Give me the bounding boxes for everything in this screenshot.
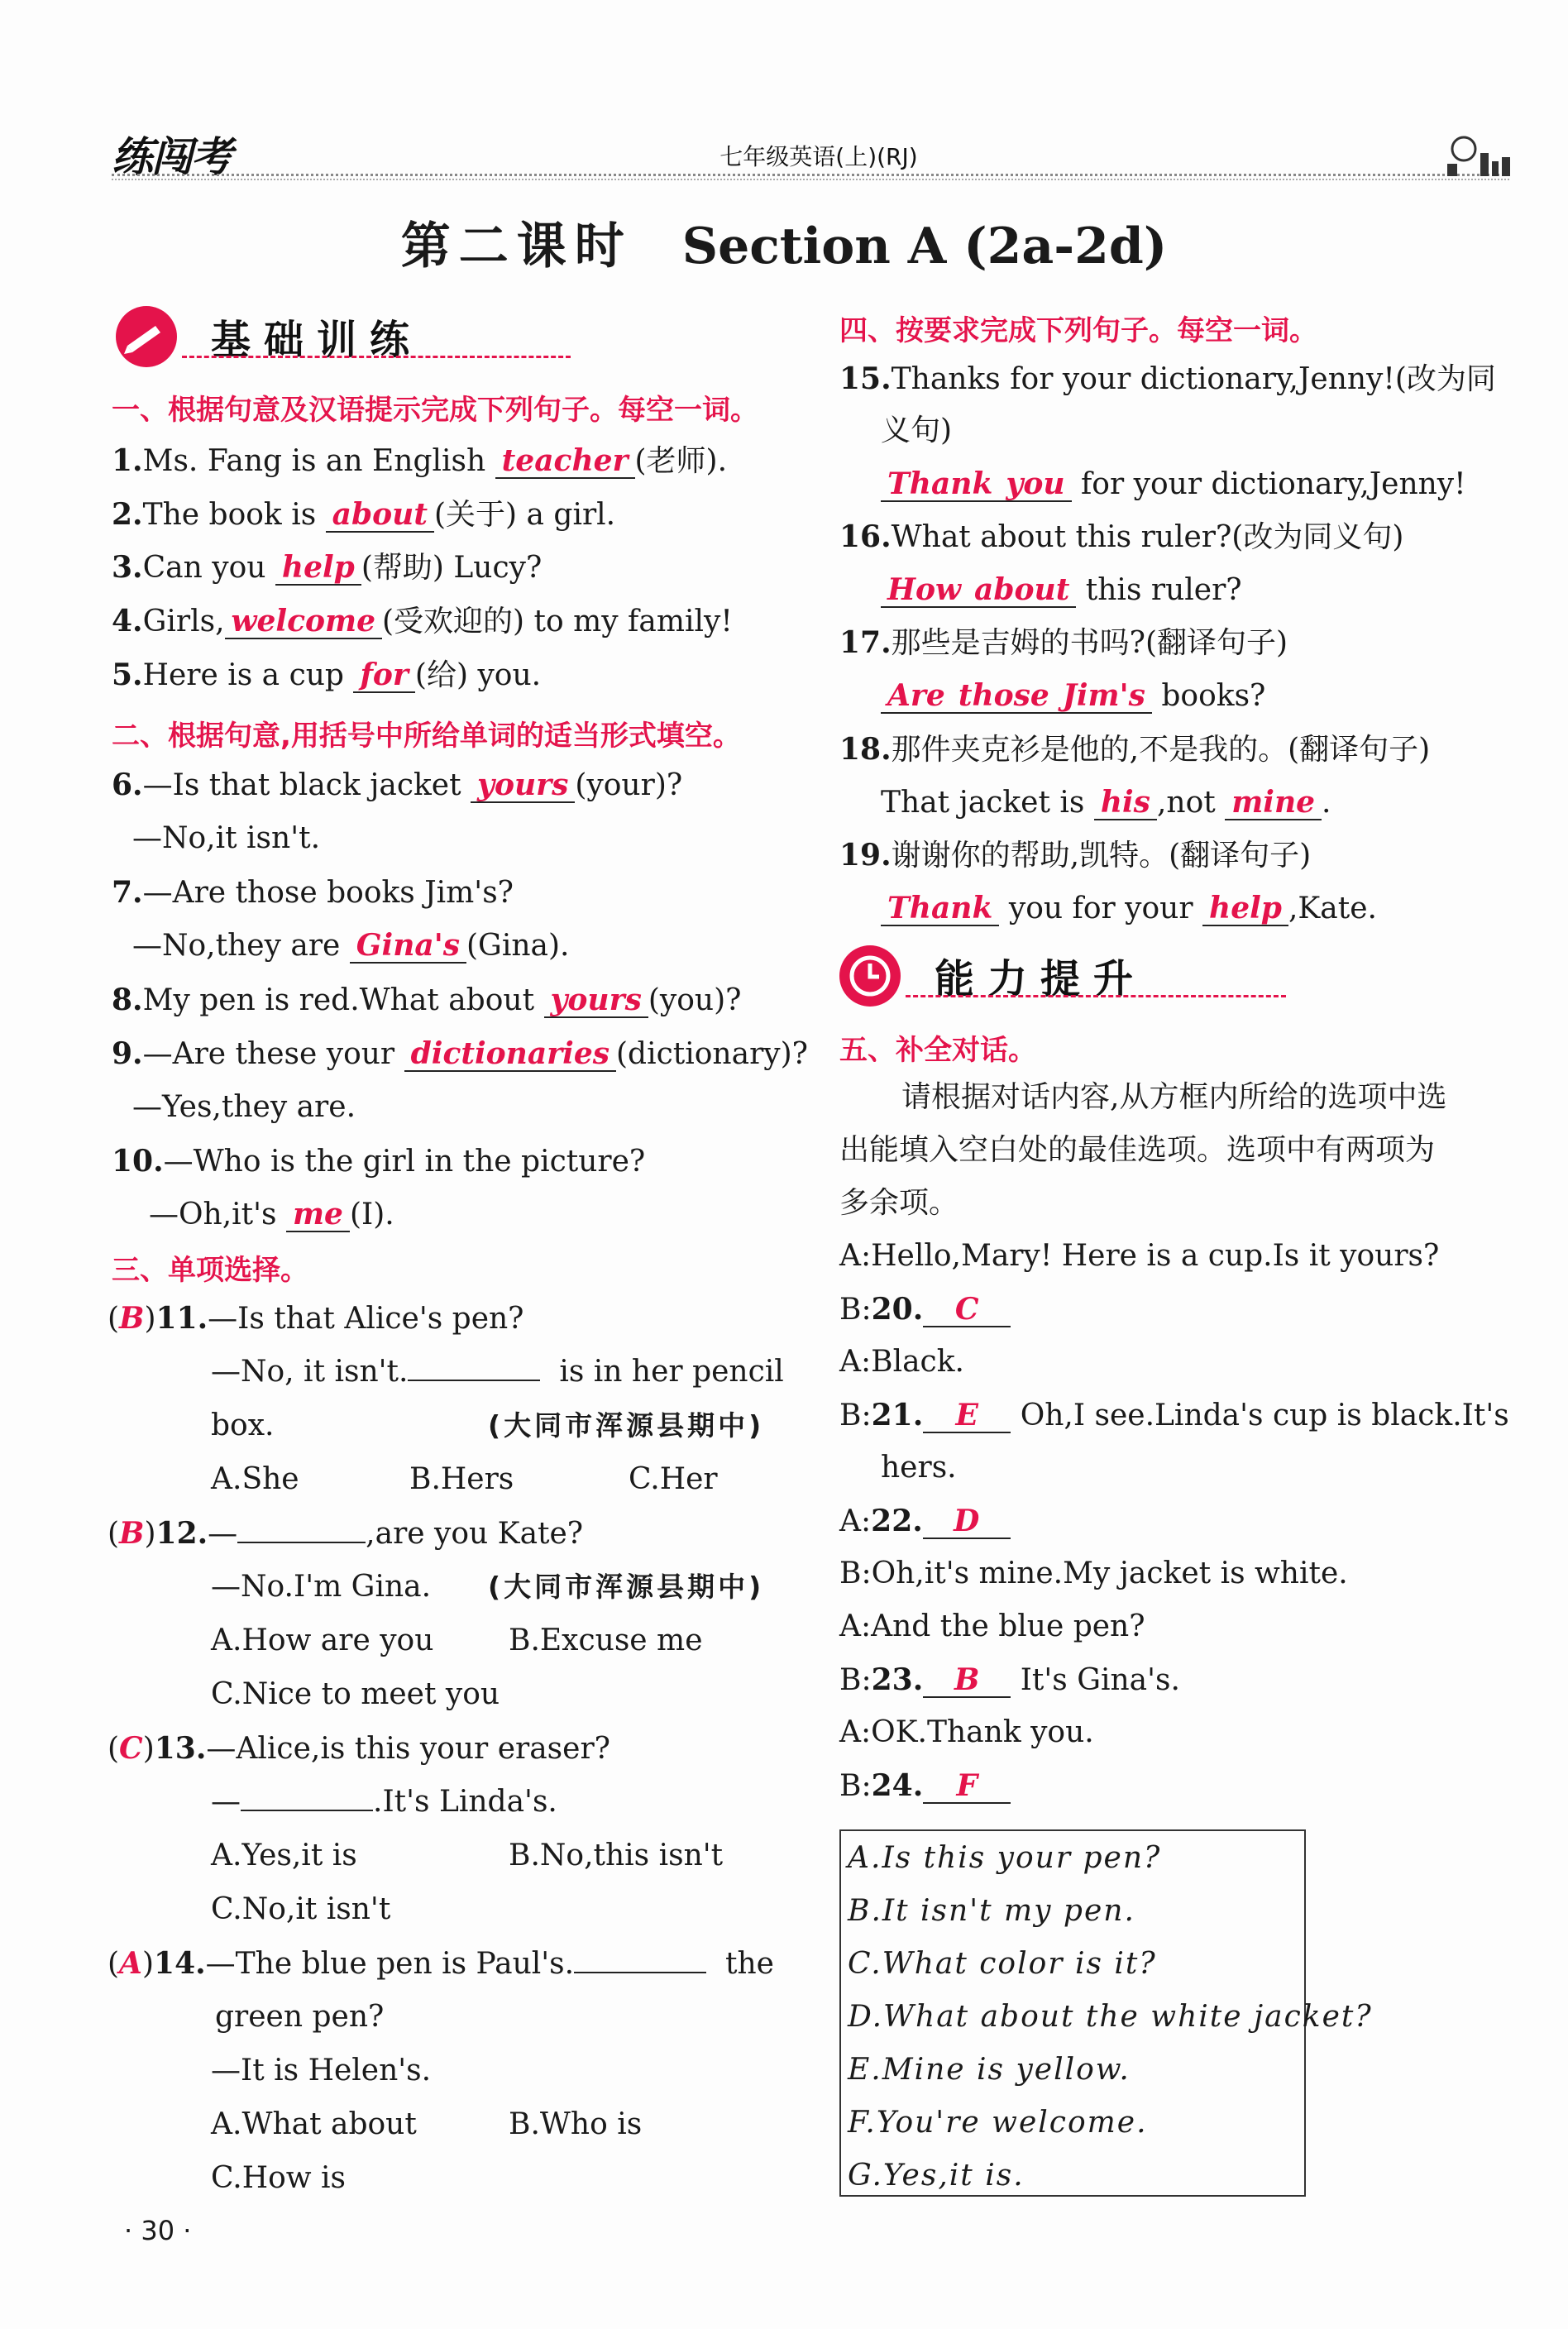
question-4: [112, 601, 733, 642]
lesson-title-en: Section A (2a-2d): [681, 218, 1168, 275]
clock-icon: [839, 945, 901, 1007]
question-number: 21.: [871, 1398, 924, 1432]
question-number: 2.: [112, 497, 143, 532]
answer: Are: [881, 679, 952, 714]
question-text: (dictionary)?: [616, 1037, 808, 1071]
blank: [241, 1810, 373, 1811]
question-10: [112, 1141, 645, 1182]
question-text: you for your: [1008, 892, 1193, 925]
question-18: [839, 729, 1430, 770]
dialogue-line: B:Oh,it's mine.My jacket is white.: [839, 1557, 1348, 1590]
question-1: [112, 441, 727, 481]
question-16: [839, 517, 1403, 557]
book-subtitle: 七年级英语(上)(RJ): [719, 143, 918, 170]
answer: me: [286, 1198, 350, 1232]
speaker: B:: [839, 1769, 872, 1803]
question-text: (your)?: [575, 768, 683, 802]
cityscape-icon: [1439, 132, 1513, 178]
page-number: · 30 ·: [124, 2215, 192, 2246]
question-number: 20.: [871, 1292, 924, 1327]
question-text: (I).: [349, 1198, 394, 1231]
question-text: books?: [1161, 679, 1266, 713]
question-text: this ruler?: [1085, 573, 1242, 607]
question-text: (帮助) Lucy?: [361, 551, 543, 585]
option-b: B.It isn't my pen.: [848, 1894, 1135, 1928]
speaker: A:: [839, 1504, 872, 1538]
option-a: A.Yes,it is: [211, 1839, 357, 1872]
answer: F: [923, 1769, 1011, 1804]
question-text: —No, it isn't.: [211, 1355, 409, 1389]
question-text: That jacket is: [881, 786, 1085, 820]
dialogue-line: [839, 1660, 1180, 1700]
question-15-answer: [881, 465, 1466, 505]
dialogue-line: [839, 1766, 1011, 1806]
question-number: 23.: [871, 1662, 924, 1697]
answer: yours: [544, 983, 648, 1018]
question-12: (B)12.— ,are you Kate?: [108, 1516, 584, 1551]
question-9-reply: —Yes,they are.: [132, 1090, 356, 1124]
option-d: D.What about the white jacket?: [848, 2000, 1373, 2034]
question-number: 6.: [112, 768, 143, 802]
question-text: —No,they are: [132, 929, 341, 963]
banner-ability: [839, 945, 1286, 1011]
answer: D: [923, 1504, 1011, 1539]
question-source: (大同市浑源县期中): [488, 1571, 765, 1603]
dialogue-text: It's Gina's.: [1020, 1663, 1180, 1697]
answer: about: [326, 498, 434, 533]
question-17-answer: [881, 677, 1265, 716]
question-text: What about this ruler?(改为同义句): [891, 520, 1404, 554]
answer: for: [353, 658, 414, 693]
answer: about: [968, 573, 1076, 608]
answer: his: [1094, 786, 1157, 820]
question-15: [839, 359, 1496, 399]
option-c: C.How is: [211, 2161, 347, 2195]
question-number: 13.: [154, 1731, 207, 1766]
question-text: My pen is red.What about: [142, 983, 535, 1017]
question-number: 14.: [154, 1946, 206, 1981]
dialogue-text: Oh,I see.Linda's cup is black.It's: [1020, 1399, 1509, 1432]
question-14-line2: green pen?: [215, 2000, 385, 2034]
answer: mine: [1225, 786, 1322, 820]
question-16-answer: [881, 571, 1242, 610]
question-text: (给) you.: [414, 658, 542, 692]
section-heading-3: 三、单项选择。: [112, 1254, 308, 1287]
dialogue-line: A:Hello,Mary! Here is a cup.Is it yours?: [839, 1239, 1440, 1273]
brand-logo: 练闯考: [112, 133, 231, 181]
banner-basic-training: [116, 306, 571, 372]
answer: B: [923, 1663, 1011, 1698]
question-number: 19.: [839, 838, 892, 873]
option-b: B.No,this isn't: [509, 1839, 724, 1872]
question-text: Thanks for your dictionary,Jenny!(改为同: [891, 362, 1496, 396]
question-text: 那件夹克衫是他的,不是我的。(翻译句子): [891, 733, 1431, 767]
question-text: —: [208, 1517, 238, 1551]
answer-choice: C: [119, 1731, 143, 1766]
option-a: A.Is this your pen?: [848, 1841, 1162, 1875]
question-text: .It's Linda's.: [373, 1785, 557, 1819]
option-b: B.Hers: [409, 1462, 514, 1496]
question-19: [839, 835, 1311, 876]
question-text: (老师).: [634, 444, 728, 478]
question-text: —Alice,is this your eraser?: [206, 1732, 610, 1766]
question-text: Can you: [142, 551, 266, 585]
answer: those: [952, 679, 1056, 714]
question-text: Here is a cup: [142, 658, 344, 692]
dialogue-line: [839, 1501, 1011, 1542]
question-number: 5.: [112, 658, 143, 692]
banner-dashline: [906, 995, 1286, 997]
question-number: 11.: [155, 1301, 208, 1336]
answer: C: [923, 1293, 1011, 1327]
option-f: F.You're welcome.: [848, 2106, 1148, 2140]
question-number: 16.: [839, 519, 892, 554]
question-source: (大同市浑源县期中): [488, 1409, 765, 1442]
answer: yours: [471, 768, 575, 803]
question-number: 9.: [112, 1036, 143, 1071]
lesson-title: [0, 207, 1568, 278]
blank: [574, 1972, 706, 1973]
option-g: G.Yes,it is.: [848, 2159, 1025, 2193]
option-b: B.Who is: [509, 2107, 643, 2141]
answer: E: [923, 1399, 1011, 1433]
answer: teacher: [495, 444, 635, 479]
question-number: 18.: [839, 732, 892, 767]
question-text: ,not: [1156, 786, 1216, 820]
instruction-line: 请根据对话内容,从方框内所给的选项中选: [901, 1080, 1447, 1114]
question-11: (B)11.—Is that Alice's pen?: [108, 1301, 524, 1336]
question-text: —Are these your: [142, 1037, 395, 1071]
answer: you: [999, 467, 1071, 502]
question-number: 8.: [112, 983, 143, 1017]
question-text: is in her pencil: [559, 1355, 784, 1389]
answer: Jim's: [1056, 679, 1152, 714]
question-number: 10.: [112, 1144, 164, 1179]
dialogue-line: [839, 1289, 1011, 1330]
question-number: 17.: [839, 625, 892, 660]
question-text: —Is that Alice's pen?: [208, 1302, 524, 1336]
answer: help: [275, 551, 361, 586]
answer: Thank: [881, 892, 999, 926]
question-9: [112, 1034, 808, 1074]
question-13: (C)13.—Alice,is this your eraser?: [108, 1731, 610, 1766]
section-heading-1: 一、根据句意及汉语提示完成下列句子。每空一词。: [112, 394, 758, 427]
option-b: B.Excuse me: [509, 1624, 703, 1657]
section-heading-2: 二、根据句意,用括号中所给单词的适当形式填空。: [112, 720, 741, 753]
question-14-line3: —It is Helen's.: [211, 2054, 432, 2087]
question-text: The book is: [142, 498, 317, 532]
option-a: A.How are you: [211, 1624, 434, 1657]
dialogue-line: A:Black.: [839, 1345, 964, 1379]
answer-choice: B: [119, 1516, 145, 1551]
question-17: [839, 623, 1288, 663]
question-text: (受欢迎的) to my family!: [382, 605, 733, 638]
question-text: .: [1322, 786, 1331, 820]
options-box: [839, 1829, 1373, 2197]
dialogue-line: A:And the blue pen?: [839, 1609, 1145, 1643]
question-10-reply: [149, 1195, 394, 1235]
question-text: Girls,: [142, 605, 225, 638]
question-number: 1.: [112, 443, 143, 478]
option-a: A.She: [211, 1462, 299, 1496]
question-text: the: [725, 1947, 774, 1981]
question-12-line2: —No.I'm Gina.: [211, 1570, 432, 1604]
lesson-title-cn: 第二课时: [400, 218, 633, 275]
pencil-icon: [116, 306, 177, 367]
question-text: —The blue pen is Paul's.: [205, 1947, 575, 1981]
question-text: (Gina).: [466, 929, 570, 963]
speaker: B:: [839, 1399, 872, 1432]
question-2: [112, 495, 615, 535]
question-14: (A)14.—The blue pen is Paul's. the: [108, 1946, 774, 1981]
question-11-line3: box.: [211, 1408, 275, 1442]
banner-label: 能力提升: [935, 956, 1147, 1002]
question-6-reply: —No,it isn't.: [132, 821, 321, 855]
question-7-reply: [132, 926, 569, 966]
question-text: —Is that black jacket: [142, 768, 461, 802]
blank: [408, 1380, 540, 1381]
question-7: [112, 873, 514, 913]
section-heading-4: 四、按要求完成下列句子。每空一词。: [839, 314, 1317, 347]
question-text: ,are you Kate?: [366, 1517, 584, 1551]
question-number: 22.: [871, 1504, 923, 1538]
banner-dashline: [182, 356, 571, 358]
question-number: 4.: [112, 604, 143, 638]
question-6: [112, 765, 682, 806]
question-number: 12.: [155, 1516, 208, 1551]
dialogue-line: A:OK.Thank you.: [839, 1715, 1094, 1749]
answer-choice: A: [119, 1946, 142, 1981]
option-c: C.Nice to meet you: [211, 1677, 500, 1711]
blank: [237, 1542, 366, 1543]
answer: welcome: [225, 605, 383, 639]
instruction-line: 出能填入空白处的最佳选项。选项中有两项为: [839, 1133, 1436, 1167]
question-number: 15.: [839, 361, 892, 396]
answer: dictionaries: [404, 1037, 616, 1072]
question-text: —: [211, 1785, 241, 1819]
option-e: E.Mine is yellow.: [848, 2053, 1131, 2087]
question-18-answer: [881, 783, 1331, 823]
question-text: 那些是吉姆的书吗?(翻译句子): [891, 626, 1288, 660]
answer-choice: B: [119, 1301, 145, 1336]
answer: Gina's: [350, 929, 466, 964]
dialogue-line: hers.: [881, 1451, 957, 1485]
question-text: for your dictionary,Jenny!: [1080, 467, 1466, 501]
answer: Thank: [881, 467, 999, 502]
question-number: 24.: [871, 1768, 924, 1803]
option-a: A.What about: [211, 2107, 417, 2141]
question-text: (关于) a girl.: [433, 498, 616, 532]
speaker: B:: [839, 1663, 872, 1697]
question-text: —Are those books Jim's?: [142, 876, 514, 910]
question-number: 7.: [112, 875, 143, 910]
speaker: B:: [839, 1293, 872, 1327]
question-text: —Who is the girl in the picture?: [163, 1145, 646, 1179]
section-heading-5: 五、补全对话。: [839, 1034, 1036, 1067]
question-13-line2: [211, 1782, 557, 1822]
option-c: C.What color is it?: [848, 1947, 1157, 1981]
header-divider: [112, 174, 1509, 176]
dialogue-line: [839, 1395, 1509, 1436]
question-number: 3.: [112, 550, 143, 585]
answer: help: [1202, 892, 1288, 926]
option-c: C.Her: [629, 1462, 718, 1496]
option-c: C.No,it isn't: [211, 1892, 391, 1926]
question-8: [112, 980, 741, 1021]
instruction-line: 多余项。: [839, 1186, 959, 1220]
question-text: ,Kate.: [1288, 892, 1377, 925]
answer: How: [881, 573, 968, 608]
question-15-line2: 义句): [881, 414, 953, 447]
header-divider-secondary: [112, 179, 1509, 180]
question-text: Ms. Fang is an English: [142, 444, 486, 478]
question-3: [112, 548, 542, 588]
question-text: 谢谢你的帮助,凯特。(翻译句子): [891, 839, 1312, 873]
question-19-answer: [881, 889, 1377, 929]
banner-label: 基础训练: [211, 317, 423, 363]
question-11-line2: [211, 1352, 784, 1392]
question-text: —Oh,it's: [149, 1198, 277, 1231]
question-text: (you)?: [648, 983, 742, 1017]
question-5: [112, 655, 541, 696]
